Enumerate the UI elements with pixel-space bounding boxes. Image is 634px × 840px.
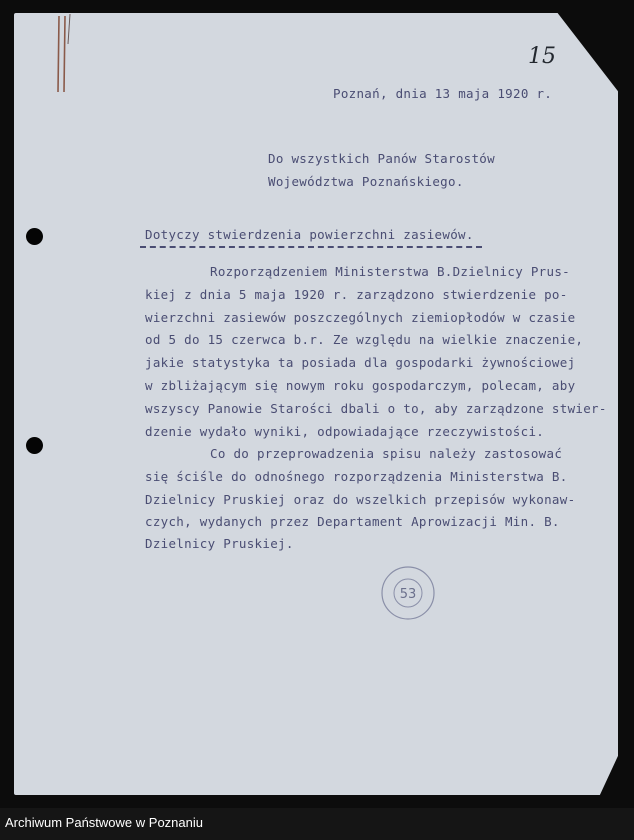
body-line: Dzielnicy Pruskiej. <box>145 536 294 551</box>
body-line: wierzchni zasiewów poszczególnych ziemiopłodów w czasie <box>145 310 576 325</box>
staple-mark <box>56 14 74 94</box>
body-line: Dzielnicy Pruskiej oraz do wszelkich przepisów wykonaw- <box>145 492 576 507</box>
addressee-line-1: Do wszystkich Panów Starostów <box>268 151 495 166</box>
subject-underline <box>140 246 482 248</box>
archive-footer <box>0 808 634 840</box>
body-line: Rozporządzeniem Ministerstwa B.Dzielnicy Prus- <box>210 264 570 279</box>
addressee-line-2: Województwa Poznańskiego. <box>268 174 464 189</box>
body-line: od 5 do 15 czerwca b.r. Ze względu na wielkie znaczenie, <box>145 332 584 347</box>
body-line: kiej z dnia 5 maja 1920 r. zarządzono stwierdzenie po- <box>145 287 568 302</box>
body-line: w zbliżającym się nowym roku gospodarczym, polecam, aby <box>145 378 576 393</box>
page-number: 15 <box>528 44 556 69</box>
body-line: się ściśle do odnośnego rozporządzenia Ministerstwa B. <box>145 469 568 484</box>
body-line: wszyscy Panowie Starości dbali o to, aby zarządzone stwier- <box>145 401 607 416</box>
subject-line: Dotyczy stwierdzenia powierzchni zasiewów. <box>145 227 474 242</box>
footer-text: Archiwum Państwowe w Poznaniu <box>5 815 203 830</box>
body-line: czych, wydanych przez Departament Aprowizacji Min. B. <box>145 514 560 529</box>
date-line: Poznań, dnia 13 maja 1920 r. <box>333 86 553 101</box>
archive-stamp <box>380 565 436 621</box>
punch-hole <box>26 437 43 454</box>
body-line: dzenie wydało wyniki, odpowiadające rzeczywistości. <box>145 424 545 439</box>
body-line: Co do przeprowadzenia spisu należy zastosować <box>210 446 563 461</box>
body-line: jakie statystyka ta posiada dla gospodarki żywnościowej <box>145 355 576 370</box>
punch-hole <box>26 228 43 245</box>
stamp-number: 53 <box>399 587 417 602</box>
